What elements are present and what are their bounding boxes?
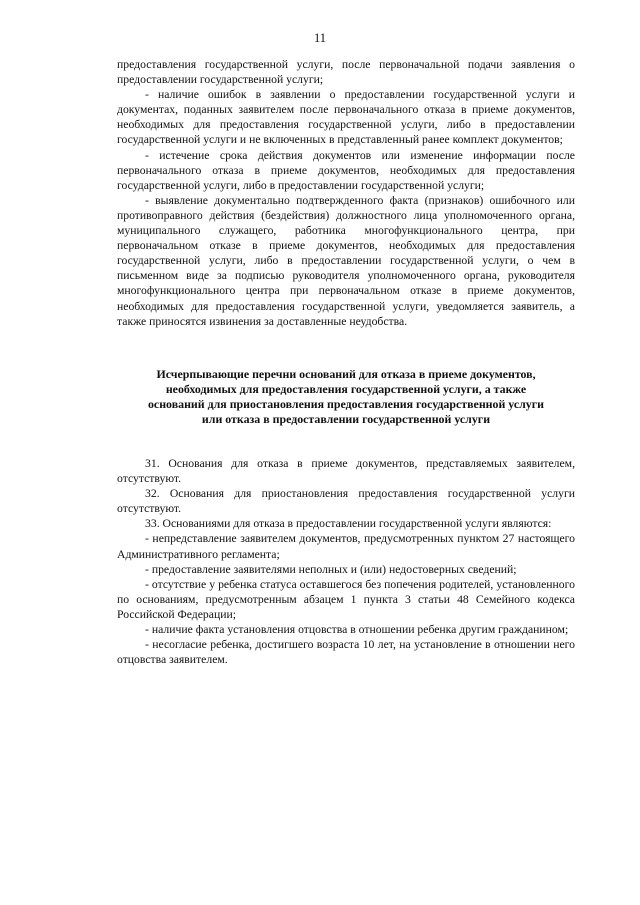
body-text-top (117, 57, 575, 329)
paragraph-errors-in-application: - наличие ошибок в заявлении о предоставлении государственной услуги и документах, поданных заявителем после первоначального отказа в приеме документов, необходимых для предоставления государственной услуги, либо в предоставлении государственной услуги и не включенных в представленный ранее комплект документов; (117, 88, 575, 147)
paragraph-document-expiry: - истечение срока действия документов или изменение информации после первоначального отказа в приеме документов, необходимых для предоставления государственной услуги, либо в предоставлении государственной услуги; (117, 148, 575, 192)
body-text-bottom (117, 456, 575, 667)
paragraph-continuation: предоставления государственной услуги, после первоначальной подачи заявления о предоставлении государственной услуги; (117, 58, 575, 87)
list-item-no-status: - отсутствие у ребенка статуса оставшегося без попечения родителей, установленного по основаниям, предусмотренным абзацем 1 пункта 3 статьи 48 Семейного кодекса Российской Федерации; (117, 577, 575, 621)
list-item-no-documents: - непредставление заявителем документов, предусмотренных пунктом 27 настоящего Административного регламента; (117, 532, 575, 561)
section-heading: Исчерпывающие перечни оснований для отказа в приеме документов, необходимых для предоставления государственной услуги, а также оснований для приостановления предоставления государственной услуги или отказа в предоставлении государственной услуги (147, 367, 545, 427)
list-item-paternity-established: - наличие факта установления отцовства в отношении ребенка другим гражданином; (145, 623, 569, 637)
page-number: 11 (313, 31, 327, 45)
paragraph-item-33: 33. Основаниями для отказа в предоставлении государственной услуги являются: (145, 517, 552, 531)
list-item-incomplete-info: - предоставление заявителями неполных и (или) недостоверных сведений; (145, 562, 517, 576)
paragraph-erroneous-action: - выявление документально подтвержденного факта (признаков) ошибочного или противоправного действия (бездействия) должностного лица уполномоченного органа, муниципального служащего, работника многофункционального центра, при первоначальном отказе в приеме документов, необходимых для предоставления государственной услуги, либо в предоставлении государственной услуги, о чем в письменном виде за подписью руководителя уполномоченного органа, руководителя многофункционального центра при первоначальном отказе в приеме документов, необходимых для предоставления государственной услуги, уведомляется заявитель, а также приносятся извинения за доставленные неудобства. (117, 193, 575, 328)
list-item-child-disagreement: - несогласие ребенка, достигшего возраста 10 лет, на установление в отношении него отцовства заявителем. (117, 638, 575, 667)
paragraph-item-32: 32. Основания для приостановления предоставления государственной услуги отсутствуют. (117, 487, 575, 516)
paragraph-item-31: 31. Основания для отказа в приеме документов, представляемых заявителем, отсутствуют. (117, 457, 575, 486)
